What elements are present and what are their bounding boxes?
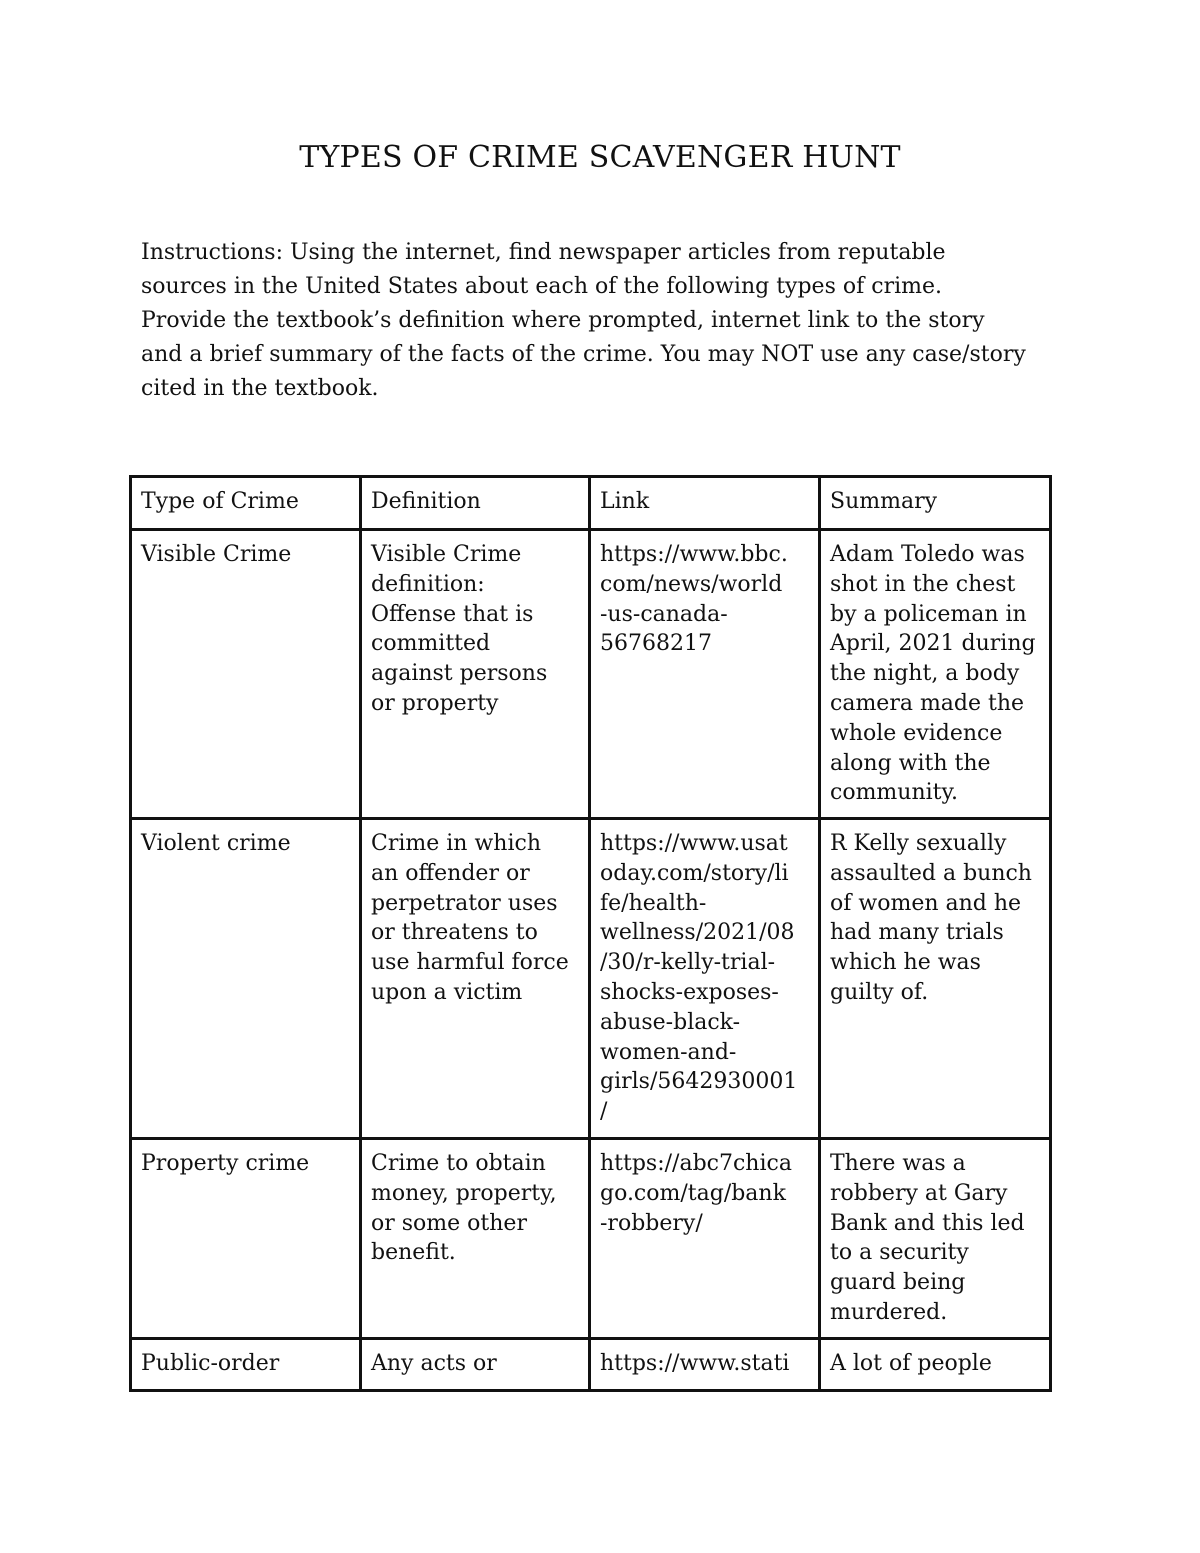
table-header-row: [131, 477, 1051, 530]
cell-summary-line: guard being: [830, 1270, 966, 1296]
cell-definition-line: use harmful force: [371, 950, 569, 976]
table-row: [131, 530, 1051, 819]
cell-link-line: shocks-exposes-: [600, 979, 779, 1005]
cell-type-line: Property crime: [141, 1151, 310, 1176]
cell-definition-line: or some other: [371, 1210, 527, 1236]
cell-summary-line: Bank and this led: [830, 1210, 1025, 1236]
cell-link-line: -robbery/: [600, 1210, 703, 1236]
cell-link-line: https://www.bbc.: [600, 542, 788, 567]
cell-link-line: https://abc7chica: [600, 1151, 792, 1176]
cell-summary-line: had many trials: [830, 920, 1004, 946]
cell-definition: [361, 1339, 590, 1391]
instructions-line: Instructions: Using the internet, find newspaper articles from reputable: [141, 240, 946, 265]
cell-type: [131, 530, 361, 819]
cell-definition-line: Visible Crime: [371, 542, 522, 567]
cell-summary-line: murdered.: [830, 1299, 948, 1325]
cell-definition-line: or property: [371, 690, 499, 716]
cell-definition-line: Crime in which: [371, 831, 541, 856]
instructions-line: cited in the textbook.: [141, 376, 379, 401]
cell-summary-line: which he was: [830, 950, 981, 976]
cell-definition-line: benefit.: [371, 1240, 456, 1266]
cell-link-line: 56768217: [600, 631, 712, 657]
instructions-line: sources in the United States about each of the following types of crime.: [141, 274, 942, 299]
cell-definition-line: definition:: [371, 571, 485, 597]
cell-summary: [820, 1139, 1051, 1339]
instructions-line: and a brief summary of the facts of the crime. You may NOT use any case/story: [141, 342, 1026, 367]
cell-type-line: Violent crime: [141, 831, 291, 856]
cell-summary-line: April, 2021 during: [830, 631, 1036, 657]
cell-definition-line: money, property,: [371, 1180, 557, 1206]
cell-definition-line: committed: [371, 631, 491, 657]
cell-link-line: /: [600, 1099, 608, 1125]
cell-definition-line: Offense that is: [371, 601, 534, 627]
cell-type-line: Public-order: [141, 1351, 280, 1376]
cell-definition-line: an offender or: [371, 860, 530, 886]
cell-summary-line: by a policeman in: [830, 601, 1027, 627]
page-title: TYPES OF CRIME SCAVENGER HUNT: [299, 140, 901, 175]
cell-summary-line: robbery at Gary: [830, 1180, 1008, 1206]
cell-link-line: fe/health-: [600, 890, 707, 916]
instructions-line: Provide the textbook’s definition where prompted, internet link to the story: [141, 308, 985, 333]
cell-definition: [361, 819, 590, 1139]
header-cell-link: Link: [590, 477, 820, 530]
cell-link-line: girls/5642930001: [600, 1069, 798, 1095]
cell-link-line: wellness/2021/08: [600, 920, 795, 946]
header-cell-definition: Definition: [361, 477, 590, 530]
cell-definition: [361, 1139, 590, 1339]
cell-summary-line: of women and he: [830, 890, 1022, 916]
cell-link-line: abuse-black-: [600, 1009, 741, 1035]
cell-summary-line: guilty of.: [830, 979, 929, 1005]
cell-link: [590, 530, 820, 819]
cell-summary-line: the night, a body: [830, 661, 1020, 687]
cell-type-line: Visible Crime: [141, 542, 292, 567]
cell-definition-line: perpetrator uses: [371, 890, 558, 916]
cell-type: [131, 1339, 361, 1391]
cell-link-line: https://www.usat: [600, 831, 788, 856]
cell-link-line: https://www.stati: [600, 1351, 790, 1376]
cell-link: [590, 819, 820, 1139]
cell-summary-line: shot in the chest: [830, 571, 1016, 597]
cell-summary-line: camera made the: [830, 690, 1025, 716]
cell-summary-line: There was a: [830, 1151, 966, 1176]
cell-summary: [820, 1339, 1051, 1391]
cell-link-line: oday.com/story/li: [600, 860, 789, 886]
cell-link-line: women-and-: [600, 1039, 737, 1065]
cell-type: [131, 1139, 361, 1339]
cell-summary-line: community.: [830, 780, 959, 806]
crime-types-table: [129, 475, 1052, 1392]
cell-summary: [820, 530, 1051, 819]
cell-link: [590, 1139, 820, 1339]
cell-link-line: -us-canada-: [600, 601, 728, 627]
header-cell-type: Type of Crime: [131, 477, 361, 530]
header-cell-summary: Summary: [820, 477, 1051, 530]
cell-definition-line: against persons: [371, 661, 548, 687]
cell-definition-line: or threatens to: [371, 920, 538, 946]
cell-summary: [820, 819, 1051, 1139]
cell-definition-line: upon a victim: [371, 979, 523, 1005]
cell-definition-line: Crime to obtain: [371, 1151, 546, 1176]
instructions: [141, 236, 1071, 406]
cell-summary-line: A lot of people: [830, 1351, 992, 1376]
cell-link-line: com/news/world: [600, 571, 783, 597]
cell-link-line: go.com/tag/bank: [600, 1180, 786, 1206]
cell-summary-line: along with the: [830, 750, 991, 776]
table-row: [131, 1339, 1051, 1391]
cell-definition: [361, 530, 590, 819]
table-row: [131, 1139, 1051, 1339]
cell-link-line: /30/r-kelly-trial-: [600, 950, 776, 976]
cell-summary-line: whole evidence: [830, 720, 1003, 746]
cell-type: [131, 819, 361, 1139]
cell-summary-line: R Kelly sexually: [830, 831, 1007, 856]
cell-summary-line: to a security: [830, 1240, 969, 1266]
cell-summary-line: assaulted a bunch: [830, 860, 1032, 886]
cell-definition-line: Any acts or: [371, 1351, 497, 1376]
table-row: [131, 819, 1051, 1139]
cell-summary-line: Adam Toledo was: [830, 542, 1025, 567]
cell-link: [590, 1339, 820, 1391]
